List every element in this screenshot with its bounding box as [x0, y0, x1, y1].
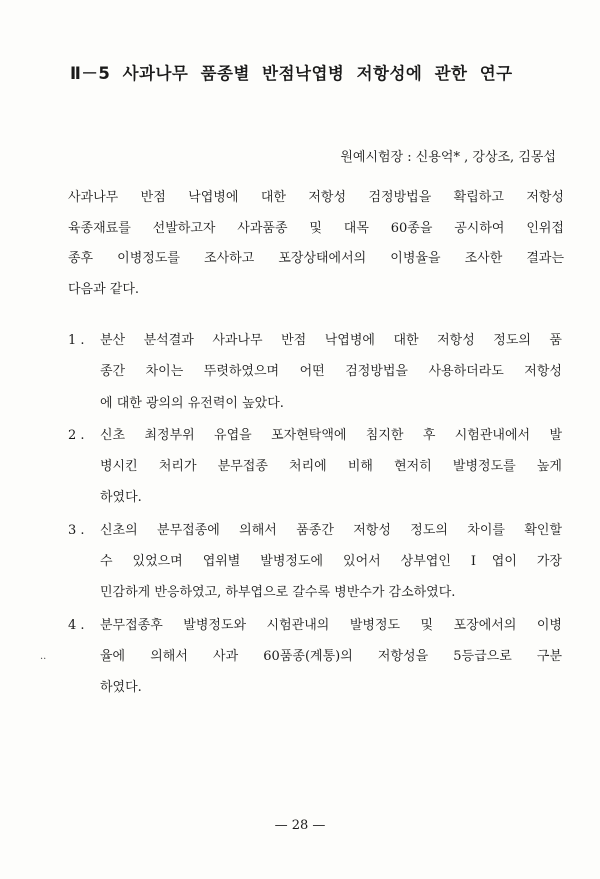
- intro-line: 다음과 같다.: [68, 281, 140, 297]
- intro-line: 종후 이병정도를 조사하고 포장상태에서의 이병율을 조사한 결과는: [68, 251, 564, 266]
- list-item-line: 수 있었으며 엽위별 발병정도에 있어서 상부엽인 Ⅰ엽이 가장: [100, 554, 562, 570]
- list-item-line: 신초의 분무접종에 의해서 품종간 저항성 정도의 차이를 확인할: [100, 522, 562, 538]
- list-item-line: 율에 의해서 사과 60품종(계통)의 저항성을 5등급으로 구분: [100, 648, 562, 664]
- intro-line: 사과나무 반점 낙엽병에 대한 저항성 검정방법을 확립하고 저항성: [68, 190, 564, 205]
- list-item-line: 종간 차이는 뚜렷하였으며 어떤 검정방법을 사용하더라도 저항성: [100, 364, 562, 380]
- list-item-number: 2 .: [68, 427, 85, 443]
- list-item-line: 분무접종후 발병정도와 시험관내의 발병정도 및 포장에서의 이병: [100, 617, 562, 633]
- author-line: 원예시험장 : 신용억* , 강상조, 김몽섭: [340, 150, 556, 165]
- list-item-line: 분산 분석결과 사과나무 반점 낙엽병에 대한 저항성 정도의 품: [100, 333, 562, 348]
- page-number: — 28 —: [274, 818, 326, 833]
- intro-line: 육종재료를 선발하고자 사과품종 및 대목 60종을 공시하여 인위접: [68, 220, 564, 236]
- list-item-number: 4 .: [68, 617, 85, 633]
- list-item-line: 민감하게 반응하였고, 하부엽으로 갈수록 병반수가 감소하였다.: [100, 585, 456, 601]
- list-item: [68, 325, 568, 419]
- list-item-line: 병시킨 처리가 분무접종 처리에 비해 현저히 발병정도를 높게: [100, 459, 562, 475]
- list-item-line: 하였다.: [100, 680, 142, 696]
- list-item-line: 하였다.: [100, 490, 142, 506]
- list-item-line: 에 대한 광의의 유전력이 높았다.: [100, 395, 284, 411]
- list-item: [68, 515, 568, 609]
- results-list: [68, 325, 568, 705]
- list-item-line: 신초 최정부위 유엽을 포자현탁액에 침지한 후 시험관내에서 발: [100, 427, 562, 443]
- list-item-number: 3 .: [68, 522, 85, 538]
- intro-paragraph: [68, 183, 564, 305]
- scan-speck: ··: [40, 654, 47, 665]
- page-title: Ⅱ－5 사과나무 품종별 반점낙엽병 저항성에 관한 연구: [70, 64, 513, 83]
- list-item: [68, 610, 568, 704]
- list-item: [68, 420, 568, 514]
- list-item-number: 1 .: [68, 333, 85, 348]
